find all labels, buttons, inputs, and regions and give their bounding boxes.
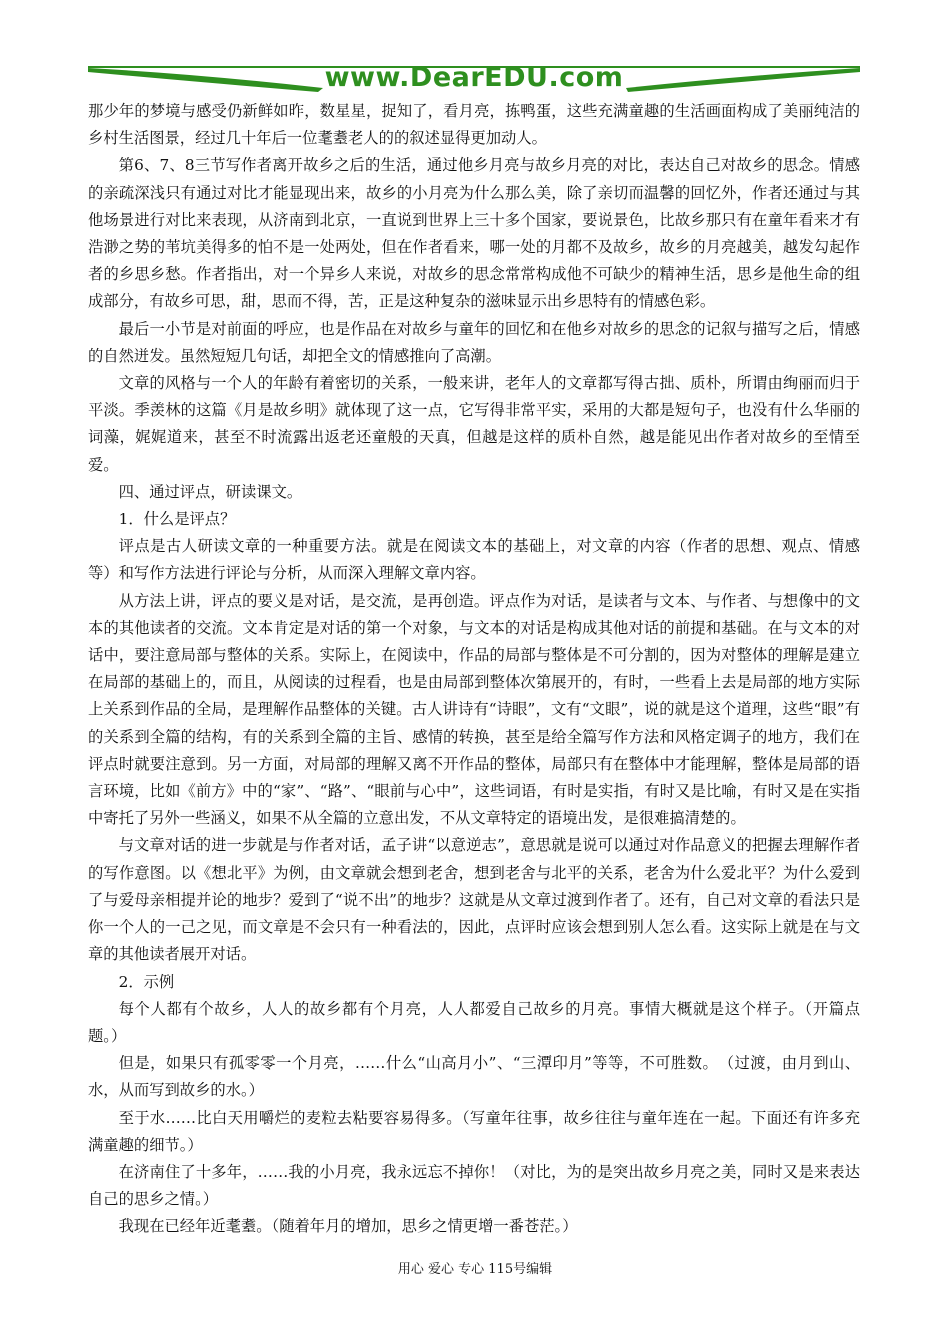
paragraph: 最后一小节是对前面的呼应，也是作品在对故乡与童年的回忆和在他乡对故乡的思念的记叙与描写之后，情感的自然迸发。虽然短短几句话，却把全文的情感推向了高潮。 (88, 319, 860, 365)
page-footer: 用心 爱心 专心 115号编辑 (397, 1262, 553, 1277)
paragraph: 评点是古人研读文章的一种重要方法。就是在阅读文本的基础上，对文章的内容（作者的思想、观点、情感等）和写作方法进行评论与分析，从而深入理解文章内容。 (88, 537, 860, 583)
section-heading: 四、通过评点，研读课文。 (118, 482, 303, 501)
page-header (88, 58, 860, 98)
paragraph: 那少年的梦境与感受仍新鲜如昨，数星星，捉知了，看月亮，拣鸭蛋，这些充满童趣的生活画面构成了美丽纯洁的乡村生活图景，经过几十年后一位耄耋老人的的叙述显得更加动人。 (88, 102, 860, 148)
example-paragraph: 但是，如果只有孤零零一个月亮，……什么“山高月小”、“三潭印月”等等，不可胜数。 （过渡，由月到山、水，从而写到故乡的水。） (88, 1054, 860, 1100)
example-paragraph: 至于水……比白天用嚼烂的麦粒去粘要容易得多。（写童年往事，故乡往往与童年连在一起。下面还有许多充满童趣的细节。） (88, 1108, 860, 1154)
paragraph: 从方法上讲，评点的要义是对话，是交流，是再创造。评点作为对话，是读者与文本、与作者、与想像中的文本的其他读者的交流。文本肯定是对话的第一个对象，与文本的对话是构成其他对话的前提和基础。在与文本的对话中，要注意局部与整体的关系。实际上，在阅读中，作品的局部与整体是不可分割的，因为对整体的理解是建立在局部的基础上的，而且，从阅读的过程看，也是由局部到整体次第展开的，有时，一些看上去是局部的地方实际上关系到作品的全局，是理解作品整体的关键。古人讲诗有“诗眼”，文有“文眼”，说的就是这个道理，这些“眼”有的关系到全篇的结构，有的关系到全篇的主旨、感情的转换，甚至是给全篇写作方法和风格定调子的地方，我们在评点时就要注意到。另一方面，对局部的理解又离不开作品的整体，局部只有在整体中才能理解，整体是局部的语言环境，比如《前方》中的“家”、“路”、“眼前与心中”，这些词语，有时是实指，有时又是比喻，有时又是在实指中寄托了另外一些涵义，如果不从全篇的立意出发，不从文章特定的语境出发，是很难搞清楚的。 (88, 591, 860, 828)
example-paragraph: 每个人都有个故乡，人人的故乡都有个月亮，人人都爱自己故乡的月亮。事情大概就是这个样子。（开篇点题。） (88, 999, 860, 1045)
subsection-heading: 2．示例 (118, 972, 175, 991)
paragraph: 第6、7、8三节写作者离开故乡之后的生活，通过他乡月亮与故乡月亮的对比，表达自己对故乡的思念。情感的亲疏深浅只有通过对比才能显现出来，故乡的小月亮为什么那么美，除了亲切而温馨的回忆外，作者还通过与其他场景进行对比来表现，从济南到北京，一直说到世界上三十多个国家，要说景色，比故乡那只有在童年看来才有浩渺之势的苇坑美得多的怕不是一处两处，但在作者看来，哪一处的月都不及故乡，故乡的月亮越美，越发勾起作者的乡思乡愁。作者指出，对一个异乡人来说，对故乡的思念常常构成他不可缺少的精神生活，思乡是他生命的组成部分，有故乡可思，甜，思而不得，苦，正是这种复杂的滋味显示出乡思特有的情感色彩。 (88, 156, 860, 311)
document-body (88, 98, 860, 1241)
subsection-heading: 1．什么是评点？ (118, 510, 236, 529)
example-paragraph: 我现在已经年近耄耋。（随着年月的增加，思乡之情更增一番苍茫。） (118, 1217, 578, 1236)
site-logo: www.DearEDU.com (324, 62, 624, 93)
paragraph: 文章的风格与一个人的年龄有着密切的关系，一般来讲，老年人的文章都写得古拙、质朴，所谓由绚丽而归于平淡。季羡林的这篇《月是故乡明》就体现了这一点，它写得非常平实，采用的大都是短句子，也没有什么华丽的词藻，娓娓道来，甚至不时流露出返老还童般的天真，但越是这样的质朴自然，越是能见出作者对故乡的至情至爱。 (88, 374, 860, 474)
example-paragraph: 在济南住了十多年，……我的小月亮，我永远忘不掉你！（对比，为的是突出故乡月亮之美，同时又是来表达自己的思乡之情。） (88, 1162, 860, 1209)
paragraph: 与文章对话的进一步就是与作者对话，孟子讲“以意逆志”，意思就是说可以通过对作品意义的把握去理解作者的写作意图。以《想北平》为例，由文章就会想到老舍，想到老舍与北平的关系，老舍为什么爱北平？为什么爱到了与爱母亲相提并论的地步？爱到了“说不出”的地步？这就是从文章过渡到作者了。还有，自己对文章的看法只是你一个人的一己之见，而文章是不会只有一种看法的，因此，点评时应该会想到别人怎么看。这实际上就是在与文章的其他读者展开对话。 (88, 836, 860, 964)
